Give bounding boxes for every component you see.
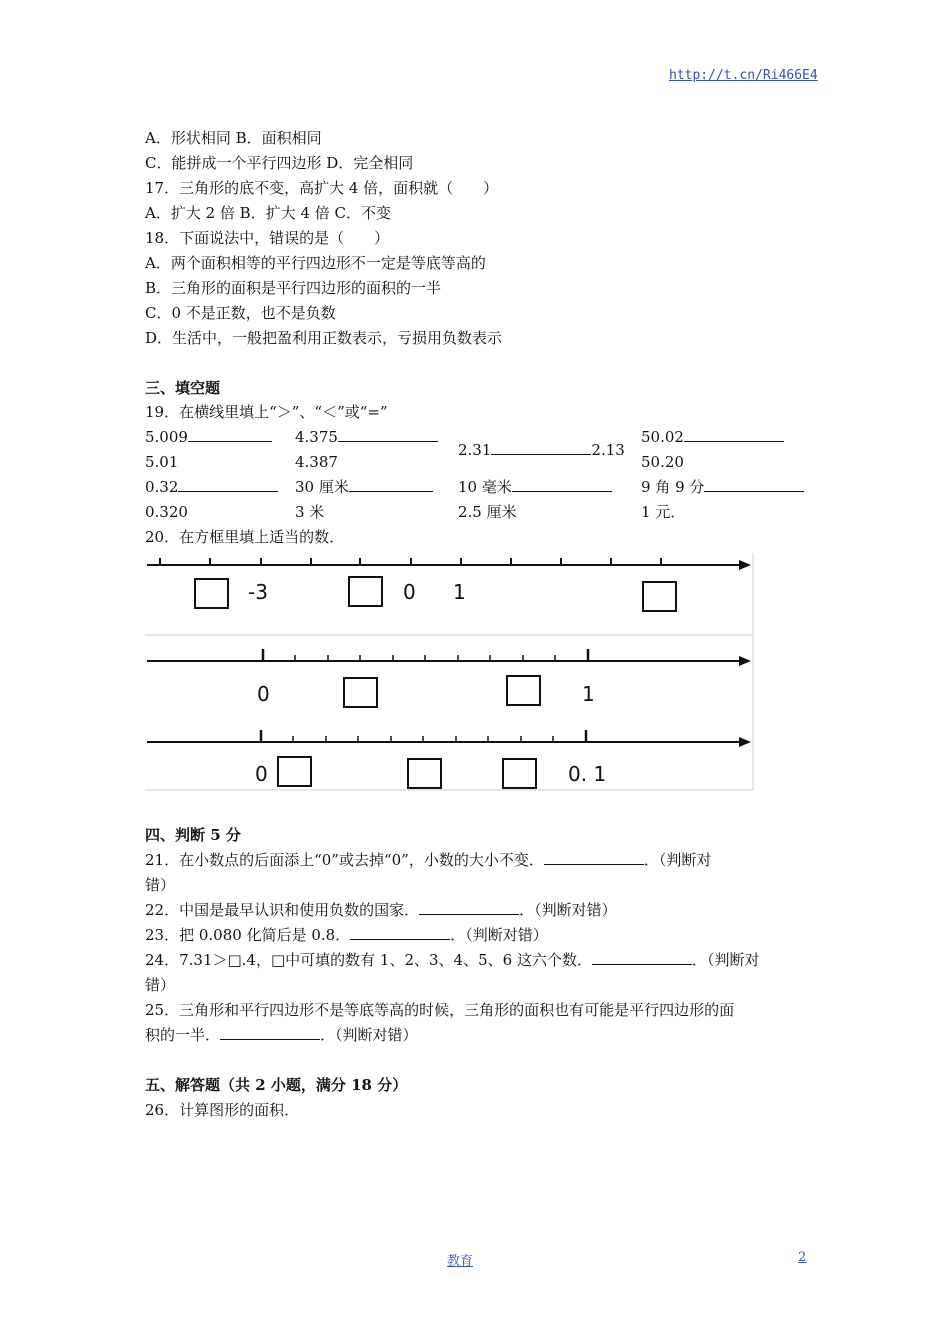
- arrow-head: [739, 656, 751, 666]
- answer-box[interactable]: [195, 579, 228, 608]
- section4-title: 四、判断 5 分: [145, 826, 241, 844]
- answer-box[interactable]: [278, 757, 311, 786]
- answer-box[interactable]: [344, 678, 377, 707]
- label-1: 1: [453, 580, 466, 604]
- q23: 23．把 0.080 化简后是 0.8． ．（判断对错）: [145, 926, 548, 944]
- q22: 22．中国是最早认识和使用负数的国家． ．（判断对错）: [145, 901, 617, 919]
- number-line-2: [147, 649, 751, 707]
- q16-options-line1: A．形状相同 B．面积相同: [145, 129, 322, 147]
- q18-option-d: D．生活中，一般把盈利用正数表示，亏损用负数表示: [145, 329, 503, 347]
- answer-box[interactable]: [408, 759, 441, 788]
- q19-r1-c: 2.31 2.13: [458, 441, 625, 459]
- answer-box[interactable]: [507, 676, 540, 705]
- page-number: 2: [798, 1250, 807, 1265]
- q24: 24．7.31＞□.4，□中可填的数有 1、2、3、4、5、6 这六个数． ．（判断对: [145, 951, 760, 969]
- answer-blank[interactable]: [350, 925, 450, 940]
- header-url-link[interactable]: http://t.cn/Ri466E4: [669, 68, 818, 83]
- q19-r1-d-bottom: 50.20: [641, 453, 684, 471]
- answer-blank[interactable]: [188, 427, 272, 442]
- q19-r2-d-top: 9 角 9 分: [641, 477, 804, 497]
- q17-options: A．扩大 2 倍 B．扩大 4 倍 C．不变: [145, 204, 392, 222]
- answer-blank[interactable]: [349, 477, 433, 492]
- q16-options-line2: C．能拼成一个平行四边形 D．完全相同: [145, 154, 414, 172]
- q18-option-a: A．两个面积相等的平行四边形不一定是等底等高的: [145, 254, 486, 272]
- footer-center-link[interactable]: 教育: [447, 1254, 474, 1269]
- answer-blank[interactable]: [512, 477, 612, 492]
- label-0-1: 0. 1: [568, 762, 607, 786]
- q25-cont: 积的一半． ．（判断对错）: [145, 1026, 418, 1044]
- q19-stem: 19．在横线里填上“＞”、“＜”或“=”: [145, 403, 388, 421]
- answer-blank[interactable]: [338, 427, 438, 442]
- q18-option-c: C．0 不是正数，也不是负数: [145, 304, 336, 322]
- q19-r1-a-bottom: 5.01: [145, 453, 179, 471]
- answer-box[interactable]: [643, 582, 676, 611]
- number-lines-svg: [145, 553, 755, 791]
- number-line-3: [147, 730, 751, 788]
- q21-cont: 错）: [145, 876, 176, 894]
- q25: 25．三角形和平行四边形不是等底等高的时候，三角形的面积也有可能是平行四边形的面: [145, 1001, 735, 1019]
- q19-r1-d-top: 50.02: [641, 427, 784, 447]
- q18-stem: 18．下面说法中，错误的是（ ）: [145, 229, 390, 247]
- label-neg3: -3: [248, 580, 268, 604]
- arrow-head: [739, 737, 751, 747]
- q19-r2-a-top: 0.32: [145, 477, 278, 497]
- q20-stem: 20．在方框里填上适当的数．: [145, 528, 345, 546]
- arrow-head: [739, 560, 751, 570]
- answer-blank[interactable]: [704, 477, 804, 492]
- q26: 26．计算图形的面积．: [145, 1101, 300, 1119]
- label-1: 1: [582, 682, 595, 706]
- q19-r2-c-bottom: 2.5 厘米: [458, 503, 517, 521]
- q19-r2-b-bottom: 3 米: [295, 503, 325, 521]
- section3-title: 三、填空题: [145, 379, 221, 397]
- answer-blank[interactable]: [178, 477, 278, 492]
- answer-blank[interactable]: [684, 427, 784, 442]
- label-0: 0: [255, 762, 268, 786]
- answer-box[interactable]: [349, 577, 382, 606]
- section5-title: 五、解答题（共 2 小题，满分 18 分）: [145, 1076, 408, 1094]
- label-0: 0: [257, 682, 270, 706]
- number-line-1: [147, 558, 751, 611]
- q19-r2-b-top: 30 厘米: [295, 477, 433, 497]
- q19-r1-a-top: 5.009: [145, 427, 272, 447]
- q19-r2-d-bottom: 1 元．: [641, 503, 686, 521]
- number-lines-figure: [145, 553, 755, 791]
- answer-blank[interactable]: [491, 440, 591, 455]
- answer-blank[interactable]: [592, 950, 692, 965]
- label-0: 0: [403, 580, 416, 604]
- q19-r1-b-bottom: 4.387: [295, 453, 338, 471]
- answer-blank[interactable]: [419, 900, 519, 915]
- answer-blank[interactable]: [220, 1025, 320, 1040]
- q19-r1-b-top: 4.375: [295, 427, 438, 447]
- q17-stem: 17．三角形的底不变，高扩大 4 倍，面积就（ ）: [145, 179, 499, 197]
- q18-option-b: B．三角形的面积是平行四边形的面积的一半: [145, 279, 442, 297]
- q21: 21．在小数点的后面添上“0”或去掉“0”，小数的大小不变． ．（判断对: [145, 851, 712, 869]
- q24-cont: 错）: [145, 976, 176, 994]
- q19-r2-c-top: 10 毫米: [458, 477, 612, 497]
- answer-blank[interactable]: [544, 850, 644, 865]
- answer-box[interactable]: [503, 759, 536, 788]
- q19-r2-a-bottom: 0.320: [145, 503, 188, 521]
